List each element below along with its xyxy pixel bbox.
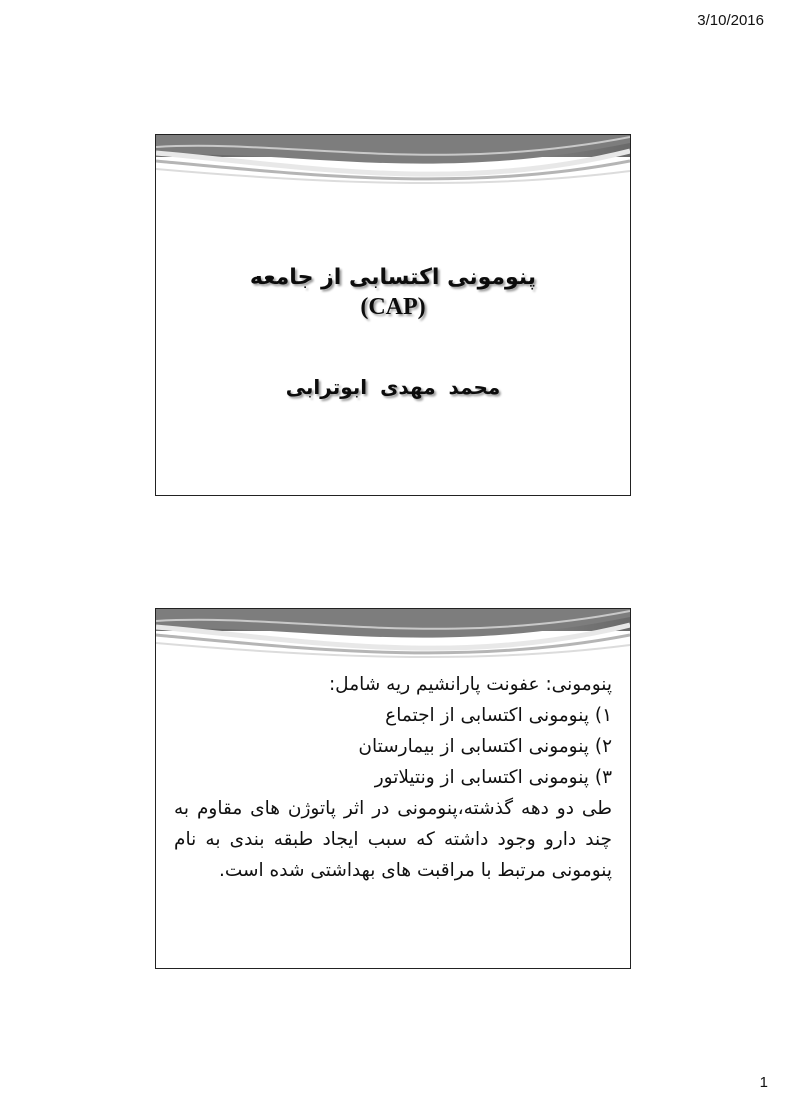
list-item: ۱) پنومونی اکتسابی از اجتماع bbox=[385, 705, 612, 726]
presentation-title: پنومونی اکتسابی از جامعه bbox=[249, 265, 537, 290]
definition-line: پنومونی: عفونت پارانشیم ریه شامل: bbox=[328, 674, 612, 695]
page-date: 3/10/2016 bbox=[697, 12, 764, 29]
slide-body bbox=[174, 669, 612, 886]
presentation-abbreviation: (CAP) bbox=[360, 294, 426, 320]
list-item: ۳) پنومونی اکتسابی از ونتیلاتور bbox=[374, 767, 612, 788]
list-item: ۲) پنومونی اکتسابی از بیمارستان bbox=[358, 736, 612, 757]
slide-banner bbox=[156, 135, 630, 195]
title-block bbox=[156, 263, 630, 321]
slide-definition bbox=[155, 608, 631, 969]
author-name: محمد مهدی ابوترابی bbox=[285, 375, 501, 399]
body-paragraph: طی دو دهه گذشته،پنومونی در اثر پاتوژن های مقاوم به چند دارو وجود داشته که سبب ایجاد طبقه بندی به نام پنومونی مرتبط با مراقبت های بهداشتی شده است. bbox=[174, 798, 612, 881]
page-number: 1 bbox=[759, 1074, 768, 1091]
slide-banner bbox=[156, 609, 630, 669]
slide-title bbox=[155, 134, 631, 496]
